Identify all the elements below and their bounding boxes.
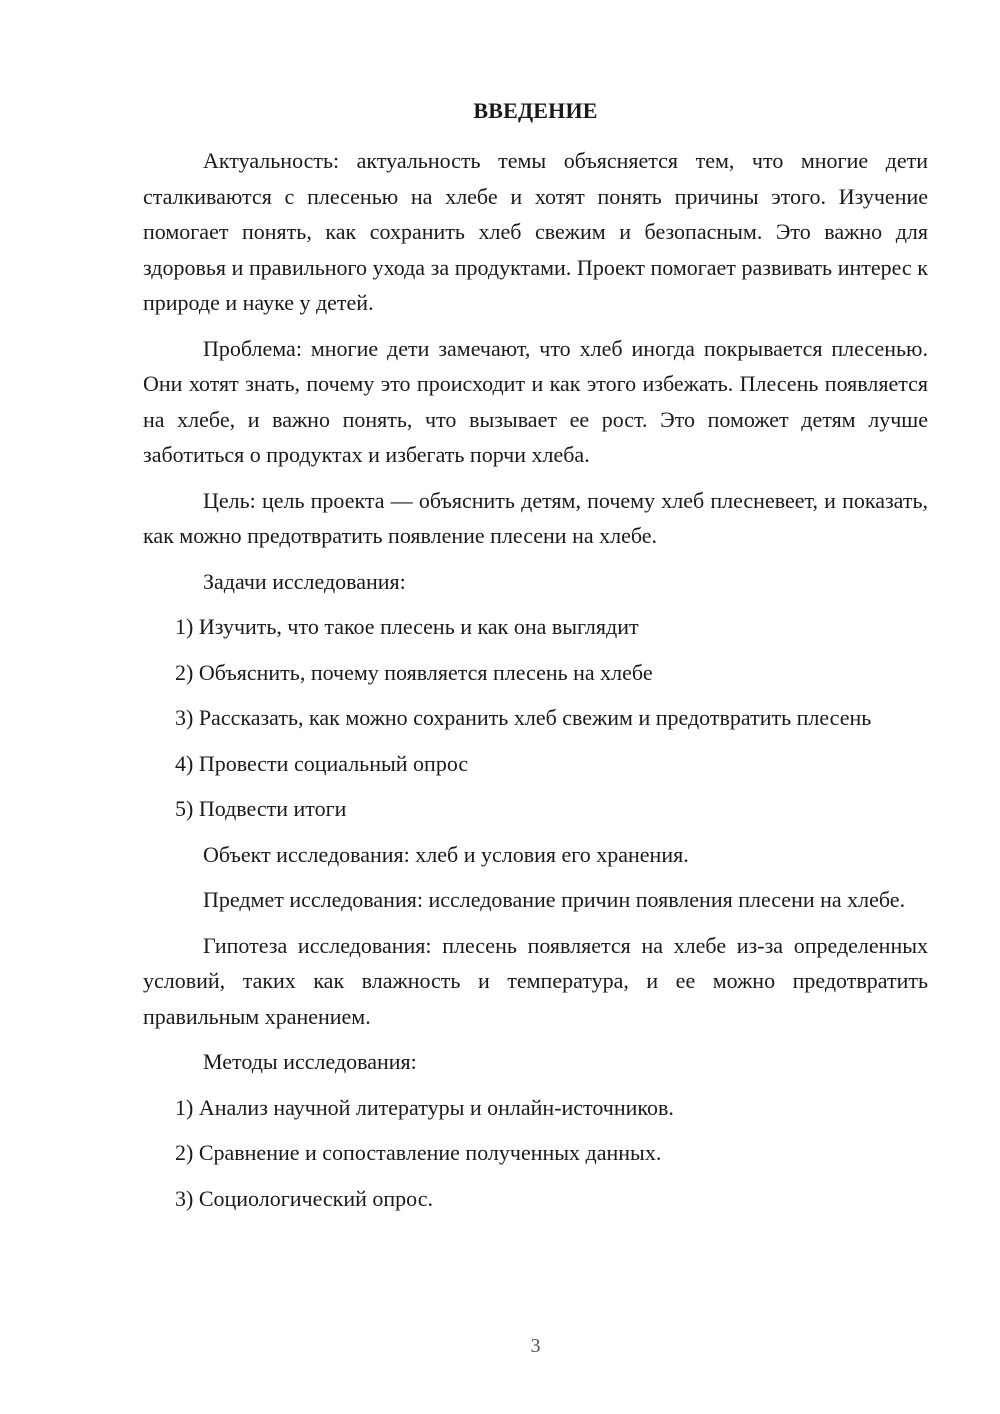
list-item-task-2: 2) Объяснить, почему появляется плесень на хлебе [175,659,653,685]
list-item-method-3: 3) Социологический опрос. [175,1185,433,1211]
paragraph-hypothesis: Гипотеза исследования: плесень появляется на хлебе из-за определенных условий, таких как влажность и температура, и ее можно предотвратить правильным хранением. [143,932,928,1029]
paragraph-subject: Предмет исследования: исследование причин появления плесени на хлебе. [203,887,906,912]
paragraph-goal: Цель: цель проекта — объяснить детям, почему хлеб плесневеет, и показать, как можно предотвратить появление плесени на хлебе. [143,487,928,548]
list-item-method-2: 2) Сравнение и сопоставление полученных данных. [175,1140,662,1165]
list-item-task-4: 4) Провести социальный опрос [175,750,469,776]
paragraph-object: Объект исследования: хлеб и условия его хранения. [203,841,689,867]
page-title: ВВЕДЕНИЕ [473,98,598,123]
list-item-task-3: 3) Рассказать, как можно сохранить хлеб свежим и предотвратить плесень [175,705,872,730]
paragraph-problem: Проблема: многие дети замечают, что хлеб иногда покрывается плесенью. Они хотят знать, почему это происходит и как этого избежать. Плесень появляется на хлебе, и важно понять, что вызывает ее рост. Это поможет детям лучше заботиться о продуктах и избегать порчи хлеба. [143,335,928,467]
paragraph-methods-heading: Методы исследования: [203,1049,417,1074]
list-item-task-5: 5) Подвести итоги [175,796,347,821]
list-item-task-1: 1) Изучить, что такое плесень и как она выглядит [175,614,639,639]
page-number: 3 [530,1335,541,1357]
paragraph-tasks-heading: Задачи исследования: [203,568,406,594]
list-item-method-1: 1) Анализ научной литературы и онлайн-источников. [175,1094,674,1120]
document-body [143,143,928,1226]
paragraph-relevance: Актуальность: актуальность темы объясняется тем, что многие дети сталкиваются с плесенью на хлебе и хотят понять причины этого. Изучение помогает понять, как сохранить хлеб свежим и безопасным. Это важно для здоровья и правильного ухода за продуктами. Проект помогает развивать интерес к природе и науке у детей. [143,148,928,315]
